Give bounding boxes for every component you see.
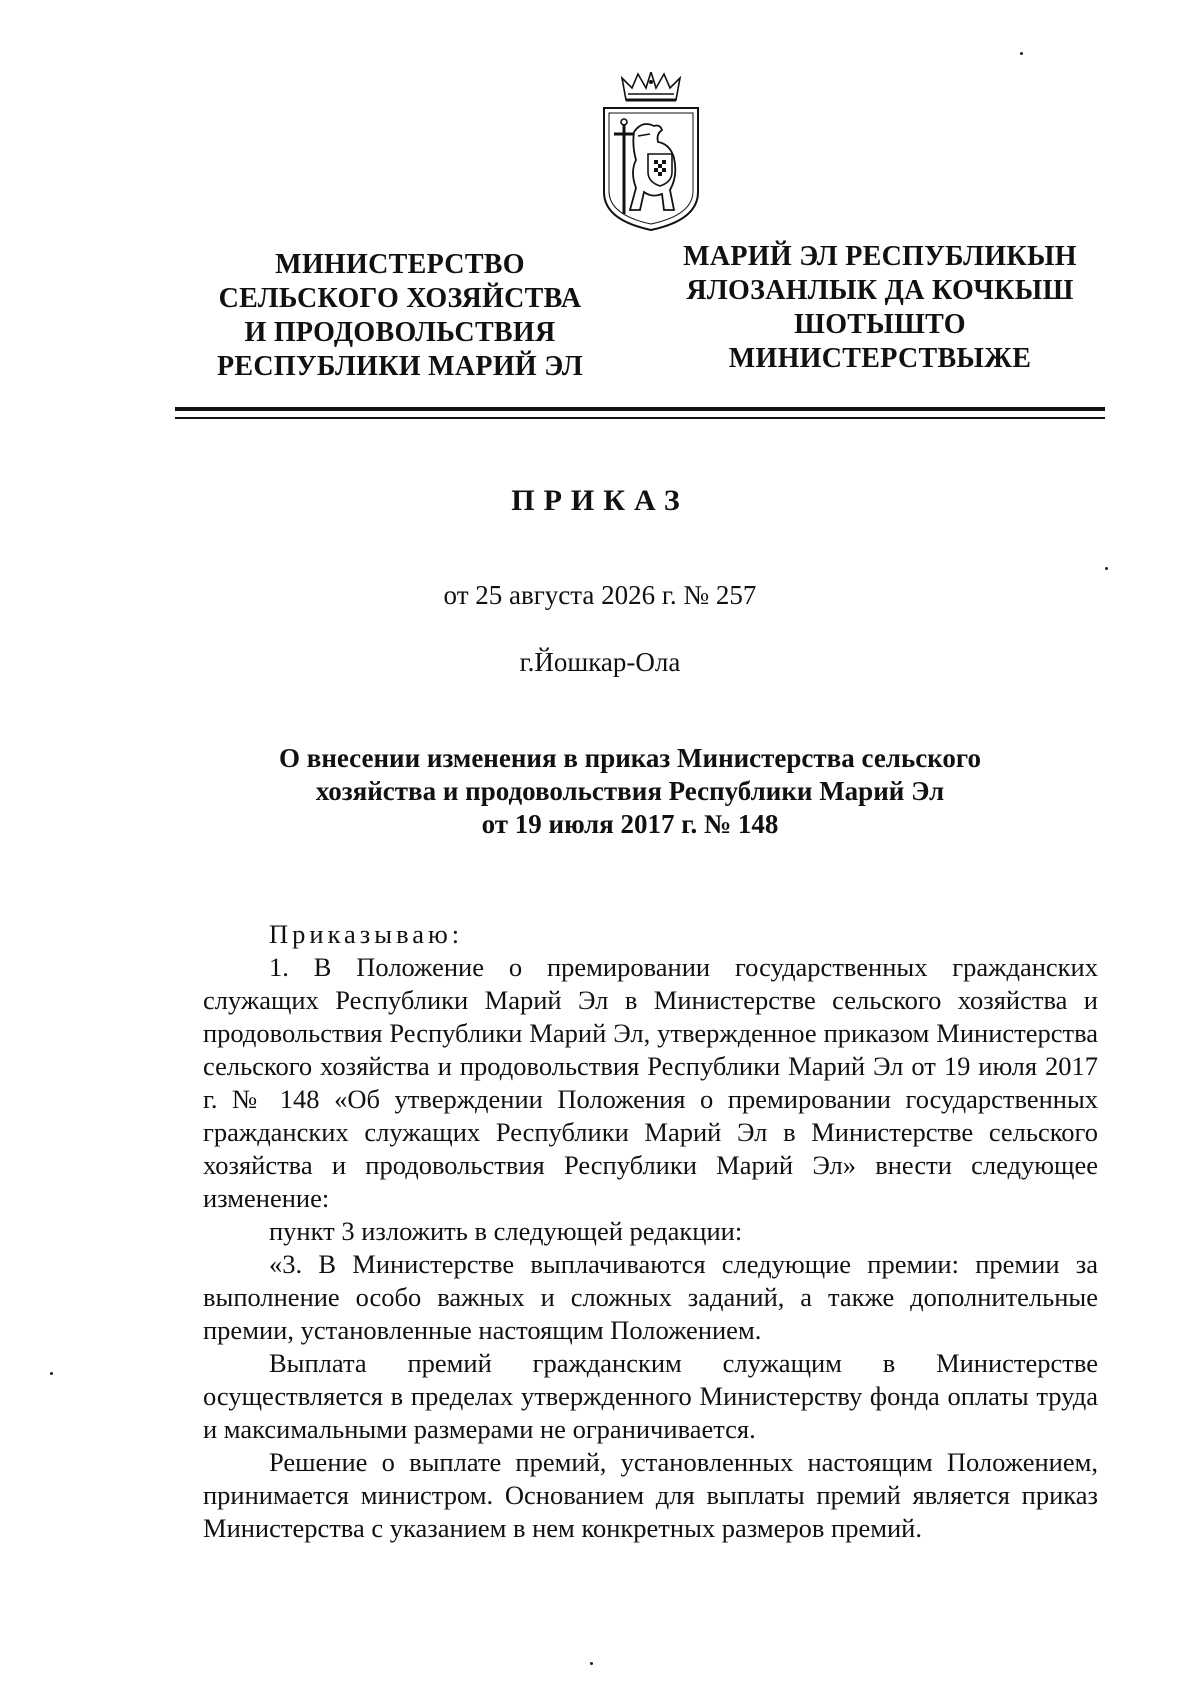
paragraph-3: «3. В Министерстве выплачиваются следующие премии: премии за выполнение особо важных и сложных заданий, а также дополнительные премии, установленные настоящим Положением. [203,1249,1098,1345]
order-intro: Приказываю: [269,919,464,949]
ministry-name-line: МАРИЙ ЭЛ РЕСПУБЛИКЫН [683,241,1077,272]
paragraph-1: 1. В Положение о премировании государственных гражданских служащих Республики Марий Эл в Министерстве сельского хозяйства и продовольствия Республики Марий Эл, утвержденное приказом Министерства сельского хозяйства и продовольствия Республики Марий Эл от 19 июля 2017 г. № 148 «Об утверждении Положения о премировании государственных гражданских служащих Республики Марий Эл в Министерстве сельского хозяйства и продовольствия Республики Марий Эл» внести следующее изменение: [203,952,1098,1213]
scan-speck [590,1662,593,1665]
ministry-name-line: МИНИСТЕРСТВЫЖЕ [728,343,1032,374]
scan-speck [1020,52,1023,55]
order-subject [230,742,1030,841]
header-divider-thick [175,407,1105,411]
subject-line: от 19 июля 2017 г. № 148 [481,809,779,839]
subject-line: О внесении изменения в приказ Министерства сельского [278,743,981,773]
ministry-name-line: МИНИСТЕРСТВО [275,249,525,280]
ministry-name-line: И ПРОДОВОЛЬСТВИЯ [244,317,556,348]
paragraph-2: пункт 3 изложить в следующей редакции: [269,1216,743,1246]
order-date-number: от 25 августа 2026 г. № 257 [443,580,757,610]
document-body [203,918,1098,1545]
coat-of-arms-emblem [596,72,706,232]
scan-speck [50,1372,53,1375]
header-divider-thin [175,417,1105,419]
scan-speck [1105,567,1108,570]
ministry-name-line: ШОТЫШТО [794,309,966,340]
ministry-name-mari [660,240,1100,376]
paragraph-5: Решение о выплате премий, установленных настоящим Положением, принимается министром. Основанием для выплаты премий является приказ Министерства с указанием в нем конкретных размеров премий. [203,1447,1098,1543]
ministry-name-line: ЯЛОЗАНЛЫК ДА КОЧКЫШ [686,275,1074,306]
ministry-name-russian [200,248,600,384]
ministry-name-line: РЕСПУБЛИКИ МАРИЙ ЭЛ [217,351,583,382]
subject-line: хозяйства и продовольствия Республики Марий Эл [315,776,945,806]
ministry-name-line: СЕЛЬСКОГО ХОЗЯЙСТВА [218,283,582,314]
paragraph-4: Выплата премий гражданским служащим в Министерстве осуществляется в пределах утвержденного Министерству фонда оплаты труда и максимальными размерами не ограничивается. [203,1348,1098,1444]
order-city: г.Йошкар-Ола [519,647,681,677]
document-title: ПРИКАЗ [511,484,689,517]
